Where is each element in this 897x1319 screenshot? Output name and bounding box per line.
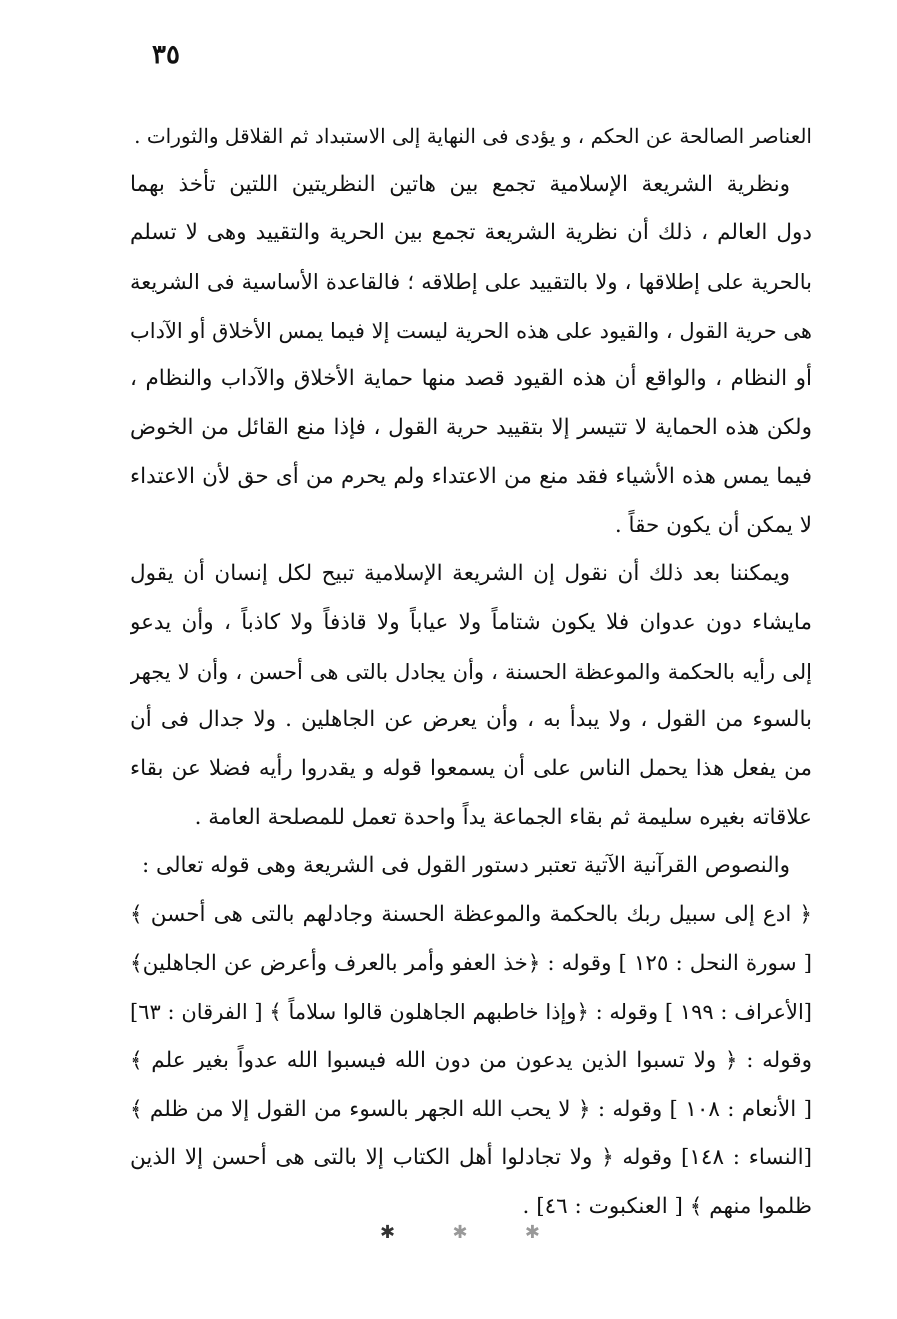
page-number: ٣٥ [152,40,180,70]
text-line: ويمكننا بعد ذلك أن نقول إن الشريعة الإسلامية تبيح لكل إنسان أن يقول [130,561,790,587]
asterisk-icon: ✱ [524,1222,540,1243]
text-line: فيما يمس هذه الأشياء فقد منع من الاعتداء ولم يحرم من أى حق لأن الاعتداء [130,463,812,489]
text-line: دول العالم ، ذلك أن نظرية الشريعة تجمع بين الحرية والتقييد وهى لا تسلم [130,220,812,246]
asterisk-icon: ✱ [380,1222,396,1243]
text-line: [الأعراف : ١٩٩ ] وقوله : ﴿وإذا خاطبهم الجاهلون قالوا سلاماً ﴾ [ الفرقان : ٦٣] [130,1000,812,1025]
text-line: لا يمكن أن يكون حقاً . [614,512,812,538]
text-line: بالحرية على إطلاقها ، ولا بالتقييد على إطلاقه ؛ فالقاعدة الأساسية فى الشريعة [130,270,812,295]
text-line: هى حرية القول ، والقيود على هذه الحرية ليست إلا فيما يمس الأخلاق أو الآداب [130,318,812,343]
asterisk-icon: ✱ [452,1222,468,1243]
text-line: ولكن هذه الحماية لا تتيسر إلا بتقييد حرية القول ، فإذا منع القائل من الخوض [130,415,812,441]
text-line: ظلموا منهم ﴾ [ العنكبوت : ٤٦] . [522,1194,812,1220]
text-line: والنصوص القرآنية الآتية تعتبر دستور القول فى الشريعة وهى قوله تعالى : [141,853,790,879]
body-text [130,112,812,1232]
text-line: أو النظام ، والواقع أن هذه القيود قصد منها حماية الأخلاق والآداب والنظام ، [130,366,812,392]
text-line: علاقاته بغيره سليمة ثم بقاء الجماعة يداً واحدة تعمل للمصلحة العامة . [194,804,812,830]
text-line: بالسوء من القول ، ولا يبدأ به ، وأن يعرض عن الجاهلين . ولا جدال فى أن [130,707,812,733]
text-line: [ الأنعام : ١٠٨ ] وقوله : ﴿ لا يحب الله الجهر بالسوء من القول إلا من ظلم ﴾ [130,1096,812,1122]
section-ornament [380,1222,540,1243]
text-line: من يفعل هذا يحمل الناس على أن يسمعوا قوله و يقدروا رأيه فضلا عن بقاء [130,755,812,781]
text-line: وقوله : ﴿ ولا تسبوا الذين يدعون من دون الله فيسبوا الله عدواً بغير علم ﴾ [130,1048,812,1074]
text-line: إلى رأيه بالحكمة والموعظة الحسنة ، وأن يجادل بالتى هى أحسن ، وأن لا يجهر [130,659,812,684]
text-line: مايشاء دون عدوان فلا يكون شتاماً ولا عياباً ولا قاذفاً ولا كاذباً ، وأن يدعو [130,609,812,635]
text-line: ﴿ ادع إلى سبيل ربك بالحكمة والموعظة الحسنة وجادلهم بالتى هى أحسن ﴾ [130,902,812,927]
text-line: ونظرية الشريعة الإسلامية تجمع بين هاتين النظريتين اللتين تأخذ بهما [130,171,790,197]
text-line: [ سورة النحل : ١٢٥ ] وقوله : ﴿خذ العفو وأمر بالعرف وأعرض عن الجاهلين﴾ [130,950,812,976]
text-line: العناصر الصالحة عن الحكم ، و يؤدى فى النهاية إلى الاستبداد ثم القلاقل والثورات . [134,124,812,148]
text-line: [النساء : ١٤٨] وقوله ﴿ ولا تجادلوا أهل الكتاب إلا بالتى هى أحسن إلا الذين [130,1145,812,1171]
